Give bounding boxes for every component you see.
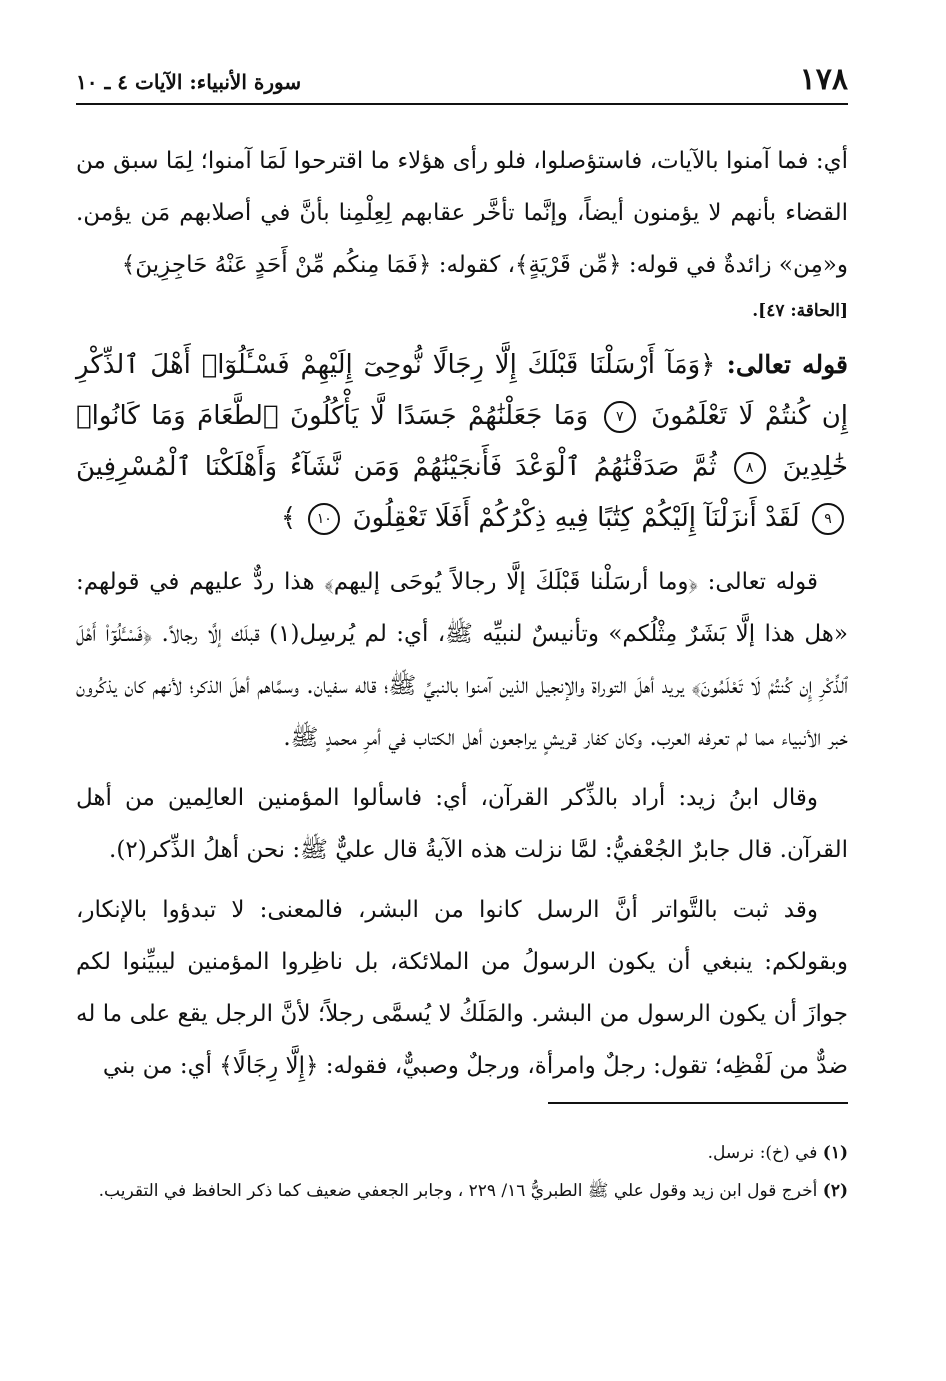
page-number: ١٧٨ — [799, 62, 848, 97]
surah-citation: [الحاقة: ٤٧]. — [752, 301, 848, 321]
paragraph-3: وقال ابنُ زيد: أراد بالذِّكر القرآن، أي: فاسألوا المؤمنين العالِمين من أهل القرآن. قال جابرٌ الجُعْفيُّ: لمَّا نزلت هذه الآيةُ قال عليٌّ ﷺ: نحن أهلُ الذِّكر(٢). — [76, 785, 848, 863]
verse-text-10: لَقَدْ أَنزَلْنَآ إِلَيْكُمْ كِتَٰبًا فِيهِ ذِكْرُكُمْ أَفَلَا تَعْقِلُونَ — [352, 503, 800, 533]
verse-text-4-7: ﴿وَمَآ أَرْسَلْنَا قَبْلَكَ إِلَّا رِجَالًا نُّوحِىٓ إِلَيْهِمْ فَسْـَٔلُوٓا۟ أَهْلَ ٱلذِّكْرِ إِن كُنتُمْ لَا تَعْلَمُونَ — [76, 350, 849, 431]
quran-verse-block — [76, 339, 848, 544]
paragraph-4: وقد ثبت بالتَّواتر أنَّ الرسل كانوا من البشر، فالمعنى: لا تبدؤوا بالإنكار، وبقولكم: ينبغي أن يكون الرسولُ من الملائكة، بل ناظِروا المؤمنين ليبيِّنوا لكم جوازَ أن يكون الرسول من البشر. والمَلَكُ لا يُسمَّى رجلاً؛ لأنَّ الرجل يقع على ما له ضدٌّ من لَفْظِه؛ تقول: رجلٌ وامرأة، ورجلٌ وصبيٌّ، فقوله: ﴿إِلَّا رِجَالًا﴾ أي: من بني — [76, 897, 848, 1079]
ayah-number-10: ١٠ — [308, 503, 340, 535]
footnote-text: في (خ): نرسل. — [707, 1143, 818, 1163]
footnote-text: أخرج قول ابن زيد وقول علي ﷺ الطبريُّ ١٦/ ٢٢٩ ، وجابر الجعفي ضعيف كما ذكر الحافظ في التقريب. — [98, 1181, 818, 1201]
paragraph-1: أي: فما آمنوا بالآيات، فاستؤصلوا، فلو رأى هؤلاء ما اقترحوا لَمَا آمنوا؛ لِمَا سبق من القضاء بأنهم لا يؤمنون أيضاً، وإنَّما تأخَّر عقابهم لِعِلْمِنا بأنَّ في أصلابهم مَن يؤمن. و«مِن» زائدةٌ في قوله: ﴿مِّن قَرْيَةٍ﴾، كقوله: ﴿فَمَا مِنكُم مِّنْ أَحَدٍ عَنْهُ حَاجِزِينَ﴾ — [76, 148, 848, 278]
verse-text-8: وَمَا جَعَلْنَٰهُمْ جَسَدًا لَّا يَأْكُلُونَ ٱلطَّعَامَ وَمَا كَانُوا۟ خَٰلِدِينَ — [76, 401, 848, 482]
page-header — [76, 62, 848, 105]
verse-close-bracket: ﴾ — [280, 503, 297, 533]
ayah-number-9: ٩ — [812, 503, 844, 535]
verse-text-9: ثُمَّ صَدَقْنَٰهُمُ ٱلْوَعْدَ فَأَنجَيْنَٰهُمْ وَمَن نَّشَآءُ وَأَهْلَكْنَا ٱلْمُسْرِفِينَ — [76, 452, 717, 482]
page-body — [76, 135, 848, 1210]
book-page — [76, 62, 848, 1210]
ayah-number-7: ٧ — [604, 401, 636, 433]
ayah-number-8: ٨ — [734, 452, 766, 484]
footnote-1 — [76, 1134, 848, 1172]
footnote-2 — [76, 1172, 848, 1210]
footnote-number: (١) — [822, 1143, 848, 1163]
paragraph-2: قوله تعالى: ﴿وما أرسَلْنا قَبْلَكَ إلَّا رجالاً يُوحَى إليهم﴾ هذا ردٌّ عليهم في قولهم: «هل هذا إلَّا بَشَرٌ مِثْلُكم» وتأنيسٌ لنبيِّه ﷺ، أي: لم يُرسِل(١) قبلَك إلَّا رجالاً. ﴿فَسْـَٔلُوٓا۟ أَهْلَ ٱلذِّكْرِ إِن كُنتُمْ لَا تَعْلَمُونَ﴾ يريد أهلَ التوراة والإنجيل الذين آمنوا بالنبيِّ ﷺ؛ قاله سفيان. وسمَّاهم أهلَ الذكر؛ لأنهم كان يذكُرون خبر الأنبياء مما لم تعرفه العرب. وكان كفار قريشٍ يراجعون أهل الكتاب في أمرِ محمدٍ ﷺ. — [76, 569, 849, 751]
footnote-number: (٢) — [822, 1181, 848, 1201]
running-title: سورة الأنبياء: الآيات ٤ ـ ١٠ — [76, 70, 302, 94]
verse-intro: قوله تعالى: — [715, 350, 848, 379]
footnote-divider — [548, 1102, 848, 1104]
